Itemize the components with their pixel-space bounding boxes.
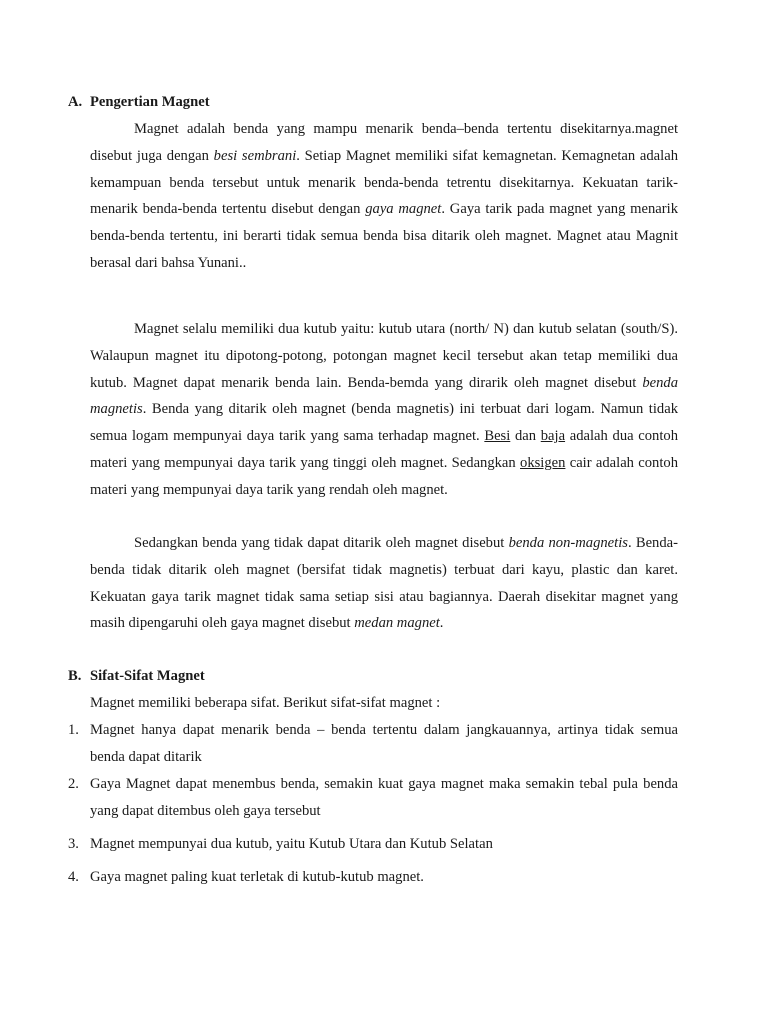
- paragraph-poles: [90, 316, 678, 504]
- italic-term: benda non-magnetis: [508, 535, 628, 551]
- list-item: [68, 831, 678, 858]
- list-item: [68, 771, 678, 825]
- list-number: 3.: [68, 836, 79, 852]
- list-item: [68, 717, 678, 771]
- list-text: Magnet hanya dapat menarik benda – benda tertentu dalam jangkauannya, artinya tidak semua benda dapat ditarik: [90, 722, 678, 765]
- underlined-term: Besi: [484, 428, 511, 445]
- section-b-letter: B.: [68, 668, 82, 684]
- text-run: adalah dua contoh materi yang mempunyai daya tarik yang tinggi oleh magnet. Sedangkan: [90, 428, 678, 471]
- list-text: Magnet mempunyai dua kutub, yaitu Kutub Utara dan Kutub Selatan: [90, 836, 493, 852]
- section-a-title: Pengertian Magnet: [90, 94, 210, 110]
- italic-term: benda magnetis: [90, 374, 678, 418]
- underlined-term: baja: [540, 428, 566, 445]
- text-run: . Benda-benda tidak ditarik oleh magnet (bersifat tidak magnetis) terbuat dari kayu, plastic dan karet. Kekuatan gaya tarik magnet tidak sama setiap sisi atau bagiannya. Daerah disekitar magnet yang masih dipengaruhi oleh gaya magnet disebut: [90, 535, 678, 632]
- list-item: [68, 864, 678, 891]
- section-b-heading: [68, 666, 205, 686]
- text-run: . Benda yang ditarik oleh magnet (benda magnetis) ini terbuat dari logam. Namun tidak semua logam mempunyai daya tarik yang sama terhadap magnet.: [90, 401, 678, 445]
- underlined-term: oksigen: [520, 454, 566, 471]
- text-run: . Setiap Magnet memiliki sifat kemagnetan. Kemagnetan adalah kemampuan benda tersebut untuk menarik benda-benda tetrentu disekitarnya. Kekuatan tarik-menarik benda-benda tertentu disebut dengan: [90, 147, 678, 218]
- list-text: Gaya Magnet dapat menembus benda, semakin kuat gaya magnet maka semakin tebal pula benda yang dapat ditembus oleh gaya tersebut: [90, 776, 678, 819]
- properties-intro: Magnet memiliki beberapa sifat. Berikut sifat-sifat magnet :: [90, 695, 441, 711]
- text-run: Magnet selalu memiliki dua kutub yaitu: kutub utara (north/ N) dan kutub selatan (south/S). Walaupun magnet itu dipotong-potong, potongan magnet kecil tersebut akan tetap memiliki dua kutub. Magnet dapat menarik benda lain. Benda-bemda yang dirarik oleh magnet disebut: [90, 321, 678, 391]
- section-a-letter: A.: [68, 94, 83, 110]
- paragraph-definition: [90, 116, 678, 277]
- list-text: Gaya magnet paling kuat terletak di kutub-kutub magnet.: [90, 869, 424, 885]
- text-run: Sedangkan benda yang tidak dapat ditarik oleh magnet disebut: [134, 535, 509, 551]
- list-number: 4.: [68, 869, 79, 885]
- text-run: cair adalah contoh materi yang mempunyai daya tarik yang rendah oleh magnet.: [90, 454, 678, 498]
- list-number: 2.: [68, 776, 79, 792]
- text-run: . Gaya tarik pada magnet yang menarik benda-benda tertentu, ini berarti tidak semua benda bisa ditarik oleh magnet. Magnet atau Magnit berasal dari bahsa Yunani..: [90, 201, 679, 271]
- section-a-heading: [68, 92, 210, 112]
- italic-term: medan magnet: [354, 615, 440, 632]
- text-run: dan: [510, 428, 541, 445]
- italic-term: gaya magnet: [365, 201, 442, 218]
- paragraph-non-magnetic: [90, 530, 678, 637]
- italic-term: besi sembrani: [213, 147, 297, 164]
- text-run: Magnet adalah benda yang mampu menarik benda–benda tertentu disekitarnya.magnet disebut juga dengan: [90, 121, 678, 164]
- list-number: 1.: [68, 722, 79, 738]
- section-b-title: Sifat-Sifat Magnet: [90, 668, 205, 684]
- text-run: .: [439, 615, 444, 632]
